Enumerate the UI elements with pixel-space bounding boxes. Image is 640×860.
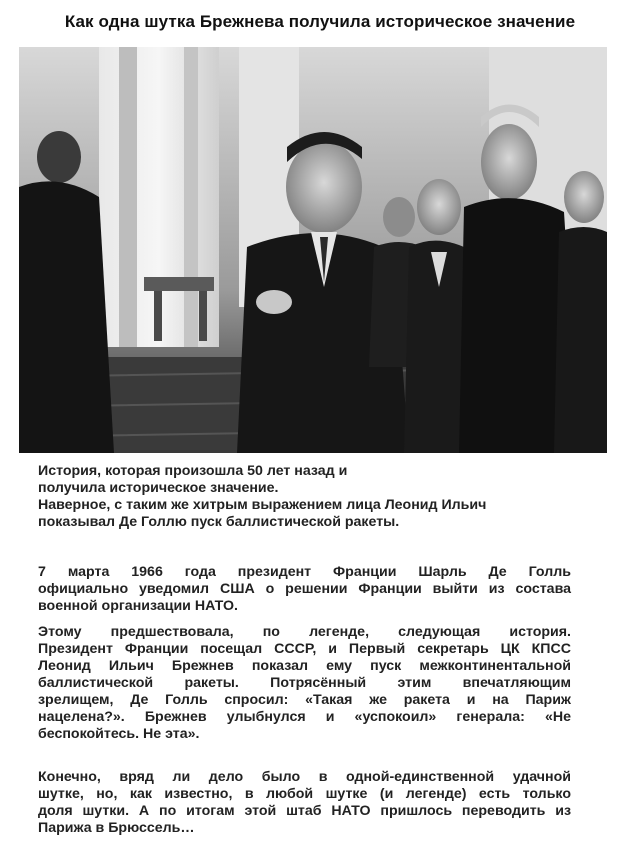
paragraph-line: Парижа в Брюссель…: [38, 820, 195, 836]
paragraph-3: [38, 769, 571, 837]
paragraph-line: военной организации НАТО.: [38, 598, 238, 614]
paragraph-line: шутке, но, как известно, в любой шутке (и легенде) есть только: [38, 786, 571, 802]
page-title: Как одна шутка Брежнева получила историческое значение: [64, 12, 576, 31]
paragraph-line: зрелищем, Де Голль спросил: «Такая же ракета и на Париж: [38, 692, 571, 708]
intro-line: Наверное, с таким же хитрым выражением лица Леонид Ильич: [38, 497, 487, 513]
intro-line: История, которая произошла 50 лет назад и: [38, 463, 348, 479]
paragraph-1: [38, 564, 571, 615]
paragraph-line: официально уведомил США о решении Франции выйти из состава: [38, 581, 571, 597]
paragraph-line: баллистической ракеты. Потрясённый этим впечатляющим: [38, 675, 571, 691]
paragraph-line: Президент Франции посещал СССР, и Первый секретарь ЦК КПСС: [38, 641, 571, 657]
paragraph-line: Леонид Ильич Брежнев показал ему пуск межконтинентальной: [38, 658, 571, 674]
paragraph-line: нацелена?». Брежнев улыбнулся и «успокоил» генерала: «Не: [38, 709, 571, 725]
paragraph-line: беспокойтесь. Не эта».: [38, 726, 200, 742]
intro-text: [38, 463, 571, 531]
paragraph-line: 7 марта 1966 года президент Франции Шарль Де Голль: [38, 564, 571, 580]
paragraph-2: [38, 624, 571, 743]
historical-photo: [19, 47, 607, 453]
paragraph-line: доля шутки. А по итогам этой штаб НАТО пришлось переводить из: [38, 803, 571, 819]
intro-line: получила историческое значение.: [38, 480, 279, 496]
paragraph-line: Этому предшествовала, по легенде, следующая история.: [38, 624, 571, 640]
photo-illustration: [19, 47, 607, 453]
paragraph-line: Конечно, вряд ли дело было в одной-единственной удачной: [38, 769, 571, 785]
intro-line: показывал Де Голлю пуск баллистической ракеты.: [38, 514, 400, 530]
